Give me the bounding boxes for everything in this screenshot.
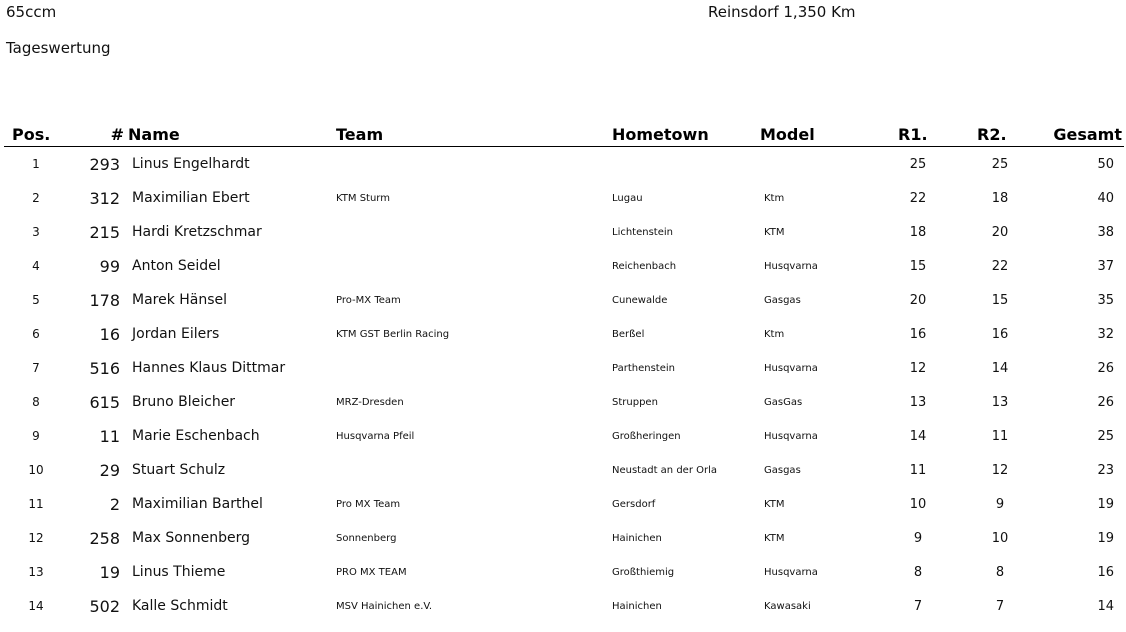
cell-hometown: Cunewalde: [612, 294, 668, 306]
cell-team: KTM Sturm: [336, 192, 390, 204]
cell-name: Hardi Kretzschmar: [132, 224, 262, 240]
cell-model: Ktm: [764, 192, 785, 204]
cell-r1: 8: [913, 564, 923, 580]
cell-r1: 16: [909, 326, 927, 342]
cell-hometown: Struppen: [612, 396, 658, 408]
cell-r2: 7: [995, 598, 1005, 614]
cell-total: 26: [1097, 394, 1114, 410]
cell-name: Stuart Schulz: [132, 462, 226, 478]
cell-hometown: Großthiemig: [612, 566, 675, 578]
cell-model: Husqvarna: [764, 260, 818, 272]
cell-pos: 1: [32, 157, 40, 171]
col-header-team: Team: [336, 124, 612, 147]
cell-number: 178: [89, 290, 120, 310]
cell-name: Linus Engelhardt: [132, 156, 250, 172]
cell-hometown: Reichenbach: [612, 260, 677, 272]
col-header-model: Model: [758, 124, 876, 147]
col-header-total: Gesamt: [1040, 124, 1124, 147]
cell-number: 615: [89, 392, 120, 412]
cell-r1: 11: [909, 462, 927, 478]
cell-number: 502: [89, 596, 120, 616]
cell-r1: 9: [913, 530, 923, 546]
table-row: [4, 351, 1124, 385]
cell-pos: 13: [28, 565, 44, 579]
table-row: [4, 215, 1124, 249]
cell-name: Linus Thieme: [132, 564, 226, 580]
cell-r1: 12: [909, 360, 927, 376]
results-table: [4, 124, 1124, 623]
cell-pos: 14: [28, 599, 44, 613]
table-row: [4, 385, 1124, 419]
table-row: [4, 317, 1124, 351]
cell-r1: 18: [909, 224, 927, 240]
cell-pos: 8: [32, 395, 40, 409]
table-row: [4, 589, 1124, 623]
table-body: [4, 147, 1124, 624]
cell-total: 50: [1097, 156, 1114, 172]
col-header-number: #: [68, 124, 128, 147]
cell-total: 40: [1097, 190, 1114, 206]
cell-r1: 14: [909, 428, 927, 444]
cell-team: KTM GST Berlin Racing: [336, 328, 450, 340]
cell-model: Gasgas: [764, 464, 801, 476]
cell-r1: 7: [913, 598, 923, 614]
table-row: [4, 249, 1124, 283]
cell-model: KTM: [764, 498, 785, 510]
cell-team: Pro-MX Team: [336, 294, 401, 306]
cell-name: Jordan Eilers: [132, 326, 220, 342]
cell-pos: 12: [28, 531, 44, 545]
cell-total: 32: [1097, 326, 1114, 342]
cell-team: MRZ-Dresden: [336, 396, 404, 408]
cell-number: 11: [99, 426, 120, 446]
cell-total: 19: [1097, 530, 1114, 546]
table-row: [4, 147, 1124, 182]
cell-pos: 7: [32, 361, 40, 375]
cell-hometown: Lichtenstein: [612, 226, 673, 238]
cell-pos: 10: [28, 463, 44, 477]
cell-pos: 11: [28, 497, 44, 511]
cell-pos: 6: [32, 327, 40, 341]
cell-team: [336, 453, 612, 487]
cell-team: Husqvarna Pfeil: [336, 430, 415, 442]
cell-hometown: Hainichen: [612, 532, 662, 544]
cell-hometown: Großheringen: [612, 430, 681, 442]
cell-pos: 5: [32, 293, 40, 307]
cell-r2: 14: [991, 360, 1009, 376]
cell-team: PRO MX TEAM: [336, 566, 407, 578]
cell-r2: 16: [991, 326, 1009, 342]
cell-name: Bruno Bleicher: [132, 394, 236, 410]
cell-model: [758, 147, 876, 182]
cell-hometown: Neustadt an der Orla: [612, 464, 717, 476]
cell-name: Maximilian Barthel: [132, 496, 263, 512]
cell-r2: 8: [995, 564, 1005, 580]
cell-r2: 13: [991, 394, 1009, 410]
cell-r2: 22: [991, 258, 1009, 274]
cell-hometown: Gersdorf: [612, 498, 656, 510]
cell-name: Marek Hänsel: [132, 292, 228, 308]
cell-r2: 12: [991, 462, 1009, 478]
results-subtitle: Tageswertung: [6, 39, 111, 57]
class-title: 65ccm: [6, 3, 57, 21]
cell-total: 37: [1097, 258, 1114, 274]
cell-total: 35: [1097, 292, 1114, 308]
cell-team: [336, 215, 612, 249]
cell-pos: 9: [32, 429, 40, 443]
table-row: [4, 487, 1124, 521]
table-row: [4, 419, 1124, 453]
venue-title: Reinsdorf 1,350 Km: [708, 3, 856, 21]
cell-number: 99: [99, 256, 120, 276]
table-row: [4, 521, 1124, 555]
cell-name: Max Sonnenberg: [132, 530, 250, 546]
cell-total: 25: [1097, 428, 1114, 444]
table-row: [4, 283, 1124, 317]
cell-pos: 2: [32, 191, 40, 205]
cell-model: Ktm: [764, 328, 785, 340]
cell-total: 38: [1097, 224, 1114, 240]
cell-model: Husqvarna: [764, 430, 818, 442]
cell-total: 14: [1097, 598, 1114, 614]
cell-number: 2: [109, 494, 120, 514]
cell-name: Anton Seidel: [132, 258, 221, 274]
cell-name: Kalle Schmidt: [132, 598, 228, 614]
cell-total: 23: [1097, 462, 1114, 478]
cell-model: Husqvarna: [764, 362, 818, 374]
table-header: [4, 124, 1124, 147]
cell-hometown: [612, 147, 758, 182]
col-header-pos: Pos.: [4, 124, 68, 147]
cell-number: 516: [89, 358, 120, 378]
cell-number: 258: [89, 528, 120, 548]
cell-r2: 18: [991, 190, 1009, 206]
cell-r1: 13: [909, 394, 927, 410]
cell-team: [336, 147, 612, 182]
cell-r2: 15: [991, 292, 1009, 308]
cell-r2: 11: [991, 428, 1009, 444]
cell-r1: 10: [909, 496, 927, 512]
col-header-hometown: Hometown: [612, 124, 758, 147]
cell-pos: 3: [32, 225, 40, 239]
cell-number: 312: [89, 188, 120, 208]
header-row: [4, 124, 1124, 147]
table-row: [4, 555, 1124, 589]
cell-team: MSV Hainichen e.V.: [336, 600, 433, 612]
cell-hometown: Parthenstein: [612, 362, 675, 374]
cell-hometown: Hainichen: [612, 600, 662, 612]
cell-r1: 25: [909, 156, 927, 172]
cell-number: 16: [99, 324, 120, 344]
cell-r2: 9: [995, 496, 1005, 512]
cell-name: Marie Eschenbach: [132, 428, 260, 444]
cell-number: 293: [89, 154, 120, 174]
cell-hometown: Berßel: [612, 328, 645, 340]
cell-r1: 22: [909, 190, 927, 206]
cell-r2: 10: [991, 530, 1009, 546]
col-header-r1: R1.: [876, 124, 960, 147]
cell-total: 26: [1097, 360, 1114, 376]
cell-r2: 20: [991, 224, 1009, 240]
table-row: [4, 453, 1124, 487]
cell-team: [336, 249, 612, 283]
cell-number: 215: [89, 222, 120, 242]
cell-r1: 15: [909, 258, 927, 274]
cell-number: 29: [99, 460, 120, 480]
col-header-r2: R2.: [960, 124, 1040, 147]
cell-team: Pro MX Team: [336, 498, 401, 510]
cell-r2: 25: [991, 156, 1009, 172]
cell-model: KTM: [764, 226, 785, 238]
cell-model: KTM: [764, 532, 785, 544]
cell-total: 19: [1097, 496, 1114, 512]
col-header-name: Name: [128, 124, 336, 147]
cell-model: Husqvarna: [764, 566, 818, 578]
cell-model: Kawasaki: [764, 600, 811, 612]
cell-team: [336, 351, 612, 385]
cell-model: Gasgas: [764, 294, 801, 306]
cell-team: Sonnenberg: [336, 532, 397, 544]
cell-r1: 20: [909, 292, 927, 308]
cell-total: 16: [1097, 564, 1114, 580]
cell-name: Hannes Klaus Dittmar: [132, 360, 286, 376]
cell-model: GasGas: [764, 396, 803, 408]
cell-pos: 4: [32, 259, 40, 273]
cell-hometown: Lugau: [612, 192, 643, 204]
cell-number: 19: [99, 562, 120, 582]
table-row: [4, 181, 1124, 215]
cell-name: Maximilian Ebert: [132, 190, 250, 206]
